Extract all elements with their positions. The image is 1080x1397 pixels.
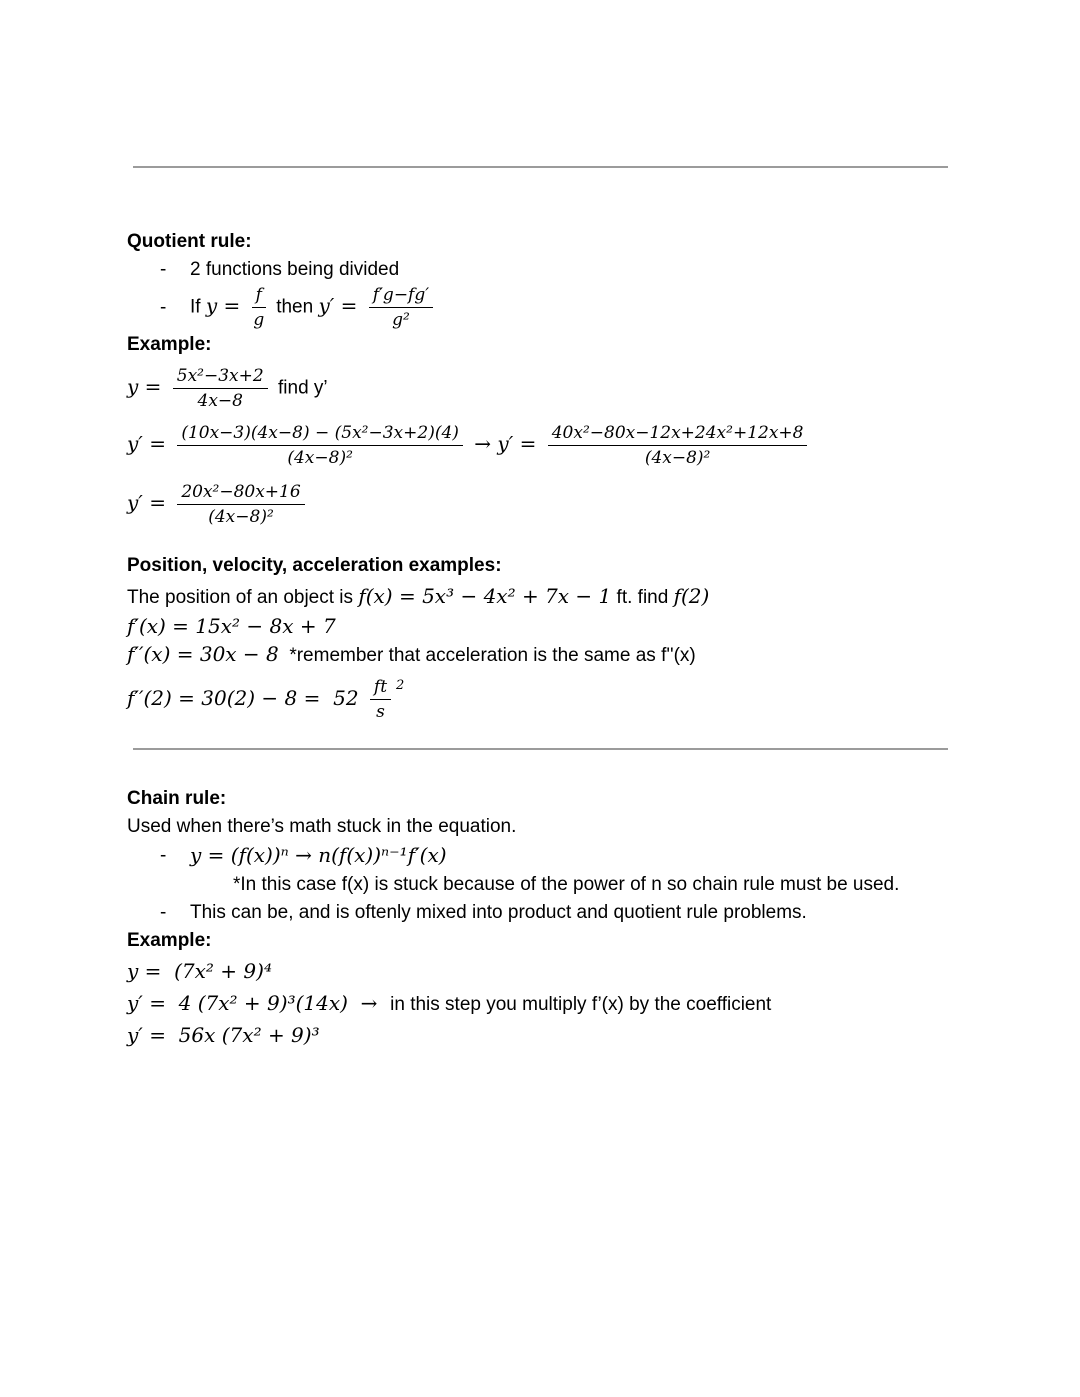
text-segment: *remember that acceleration is the same as f''(x) [278,645,696,666]
quotient-example-heading: Example: [127,334,212,355]
math-segment: f(x) = 5x³ − 4x² + 7x − 1 [358,584,612,608]
math-fraction [177,482,304,527]
chain-rule-note: *In this case f(x) is stuck because of the power of n so chain rule must be used. [233,874,900,896]
quotient-rule-heading: Quotient rule: [127,231,252,252]
quotient-example-line-3 [127,480,970,529]
fraction-denominator: g² [392,310,410,330]
math-segment: y = [205,293,247,318]
pva-line-1 [127,583,970,611]
chain-bullet-1 [127,842,970,870]
bullet-dash: - [160,902,167,924]
math-segment: f′′(2) = 30(2) − 8 = 52 [127,686,365,710]
math-segment: y = [127,374,168,399]
pva-line-2 [127,613,970,641]
text-segment: The position of an object is [127,587,359,608]
math-fraction [252,285,266,330]
bullet-dash: - [160,259,167,280]
quotient-bullet-1-text: 2 functions being divided [190,259,400,280]
math-segment: y′ = [318,293,364,318]
document-content-lower [0,786,1080,1050]
math-fraction [548,423,808,468]
quotient-example-line-1 [127,364,970,413]
math-segment: f′(x) = 15x² − 8x + 7 [127,614,336,638]
quotient-rule-formula [190,283,438,332]
math-segment: y′ = [127,431,173,456]
text-segment: ft. find [611,587,674,608]
text-segment: in this step you multiply f’(x) by the coefficient [390,994,772,1016]
text-segment: then [270,296,319,318]
chain-bullet-2 [127,900,970,926]
quotient-bullet-1 [127,257,970,283]
math-fraction [369,285,433,330]
bullet-dash: - [160,845,167,867]
fraction-denominator: s [376,702,385,723]
chain-example-heading: Example: [127,930,212,952]
fraction-denominator: (4x−8)² [208,507,274,527]
math-segment: y = (7x² + 9)⁴ [127,959,272,984]
document-content [0,229,1080,724]
fraction-numerator: ft [370,677,391,700]
fraction-numerator: 20x²−80x+16 [177,482,304,505]
bullet-dash: - [160,296,167,318]
fraction-numerator: 40x²−80x−12x+24x²+12x+8 [548,423,808,446]
chain-rule-heading: Chain rule: [127,788,227,810]
math-segment: f(2) [673,584,710,608]
text-segment: find y’ [272,377,328,399]
fraction-numerator: f [252,285,266,308]
math-segment: y = (f(x))ⁿ → n(f(x))ⁿ⁻¹f′(x) [190,843,447,868]
quotient-example-line-2 [127,421,970,470]
section-divider-top [133,166,948,168]
quotient-bullet-2 [127,283,970,332]
math-segment: f′′(x) = 30x − 8 [127,642,279,666]
pva-heading: Position, velocity, acceleration examples: [127,555,502,576]
math-segment: y′ = 4 (7x² + 9)³(14x) → [127,991,391,1016]
chain-example-line-1 [127,958,970,986]
fraction-numerator: 5x²−3x+2 [173,366,268,389]
fraction-denominator: g [253,310,265,330]
math-segment: y′ = [127,490,173,515]
fraction-denominator: (4x−8)² [644,448,711,468]
math-fraction [173,366,268,411]
math-fraction [370,677,391,722]
chain-bullet-2-text: This can be, and is oftenly mixed into product and quotient rule problems. [190,902,807,924]
chain-example-line-2 [127,990,970,1018]
fraction-denominator: (4x−8)² [287,448,353,468]
fraction-denominator: 4x−8 [197,391,243,411]
chain-rule-intro: Used when there’s math stuck in the equation. [127,816,517,838]
section-divider-middle [133,748,948,750]
math-superscript: 2 [396,678,405,693]
chain-rule-formula [190,842,447,870]
pva-line-4 [127,673,970,724]
math-segment: y′ = 56x (7x² + 9)³ [127,1023,320,1048]
fraction-numerator: f′g−fg′ [369,285,433,308]
math-fraction [177,423,463,468]
pva-line-3 [127,641,970,669]
math-segment: → y′ = [467,431,543,456]
text-segment: If [190,296,206,318]
fraction-numerator: (10x−3)(4x−8) − (5x²−3x+2)(4) [177,423,463,446]
chain-example-line-3 [127,1022,970,1050]
